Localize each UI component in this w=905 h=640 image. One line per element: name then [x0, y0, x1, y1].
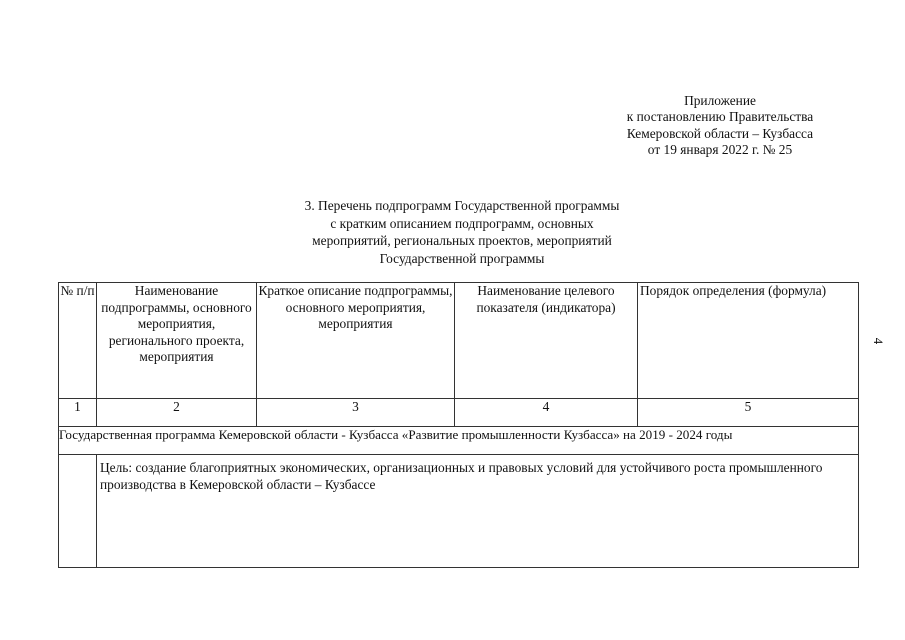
page-number: 4 [871, 337, 886, 345]
header-cell-name: Наименование подпрограммы, основного мероприятия, регионального проекта, мероприятия [97, 283, 257, 399]
column-number-cell: 3 [257, 399, 455, 427]
title-line-2: с кратким описанием подпрограмм, основных [330, 215, 594, 231]
goal-text: Цель: создание благоприятных экономических, организационных и правовых условий для устойчивого роста промышленного производства в Кемеровской области – Кузбассе [100, 460, 823, 492]
title-line-1: 3. Перечень подпрограмм Государственной программы [304, 198, 620, 213]
goal-cell [97, 455, 859, 568]
document-title [262, 197, 662, 267]
header-cell-formula: Порядок определения (формула) [638, 283, 859, 399]
header-cell-description: Краткое описание подпрограммы, основного мероприятия, мероприятия [257, 283, 455, 399]
goal-empty-cell [59, 455, 97, 568]
column-number-cell: 4 [455, 399, 638, 427]
appendix-line-3: Кемеровской области – Кузбасса [626, 125, 814, 141]
title-line-3: мероприятий, региональных проектов, мероприятий [312, 233, 612, 249]
title-line-4: Государственной программы [379, 250, 545, 266]
header-cell-number: № п/п [59, 283, 97, 399]
program-name-cell: Государственная программа Кемеровской области - Кузбасса «Развитие промышленности Кузбасса» на 2019 - 2024 годы [59, 427, 859, 455]
column-number-cell: 5 [638, 399, 859, 427]
appendix-line-1: Приложение [684, 93, 756, 108]
appendix-line-4: от 19 января 2022 г. № 25 [647, 141, 793, 157]
program-row [59, 427, 859, 455]
table-header-row [59, 283, 859, 399]
column-number-cell: 1 [59, 399, 97, 427]
column-numbers-row [59, 399, 859, 427]
goal-row [59, 455, 859, 568]
column-number-cell: 2 [97, 399, 257, 427]
appendix-header [560, 93, 880, 158]
header-cell-indicator: Наименование целевого показателя (индикатора) [455, 283, 638, 399]
appendix-line-2: к постановлению Правительства [626, 109, 814, 125]
subprograms-table [58, 282, 859, 568]
